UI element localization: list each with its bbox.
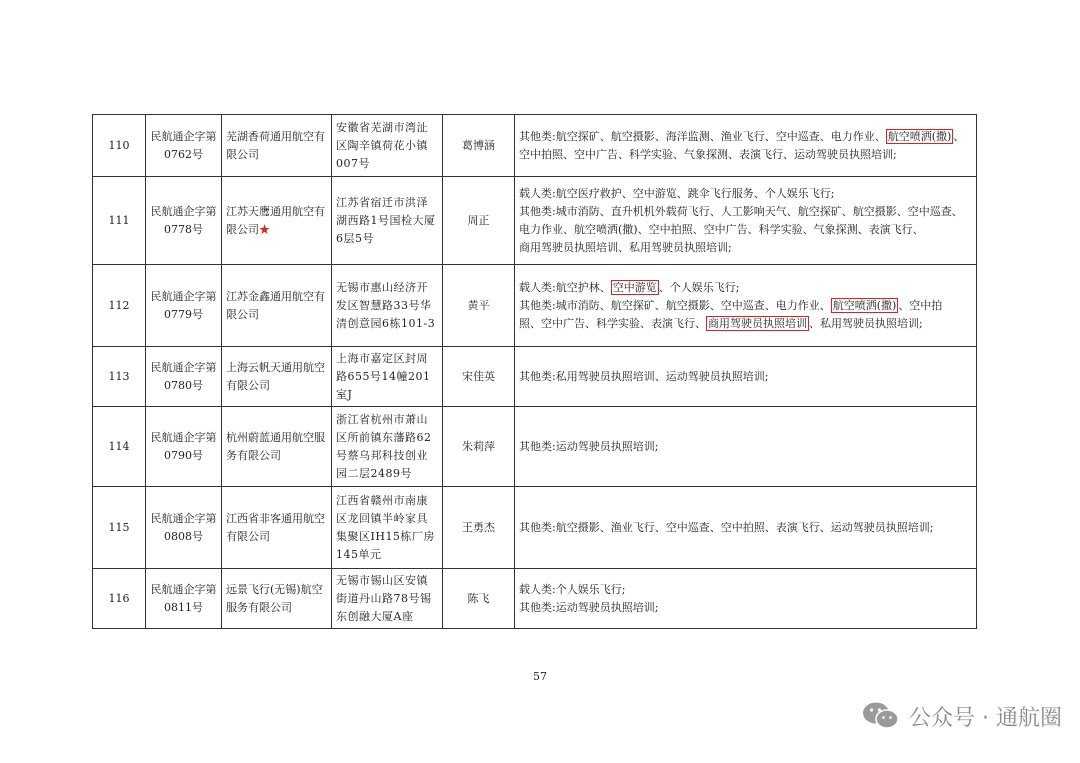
scope-text: 其他类:城市消防、直升机机外载荷飞行、人工影响天气、航空探矿、航空摄影、空中巡查、 — [519, 204, 963, 218]
highlighted-scope-item: 空中游览 — [612, 280, 657, 294]
table-row — [93, 115, 977, 177]
license-number: 民航通企字第0808号 — [146, 487, 222, 569]
table-row — [93, 265, 977, 347]
scope-text: 其他类:城市消防、航空探矿、航空摄影、空中巡查、电力作业、 — [519, 298, 831, 312]
row-number: 111 — [93, 177, 146, 265]
company-name — [222, 347, 332, 407]
legal-representative: 黄平 — [443, 265, 515, 347]
company-address: 无锡市锡山区安镇街道丹山路78号锡东创融大厦A座 — [332, 569, 443, 629]
scope-text: 载人类:个人娱乐飞行; — [519, 582, 626, 596]
company-name-text: 江苏金鑫通用航空有限公司 — [226, 289, 325, 321]
business-scope — [515, 569, 977, 629]
scope-line — [519, 185, 972, 203]
scope-line — [519, 438, 972, 456]
scope-line — [519, 239, 972, 257]
scope-text: 载人类:航空护林、 — [519, 280, 611, 294]
company-name-text: 远景飞行(无锡)航空服务有限公司 — [226, 582, 323, 614]
scope-line — [519, 221, 972, 239]
scope-line — [519, 128, 972, 146]
table-row — [93, 407, 977, 487]
scope-text: 其他类:航空摄影、渔业飞行、空中巡查、空中拍照、表演飞行、运动驾驶员执照培训; — [519, 520, 934, 534]
scope-text: 、空中拍 — [898, 298, 943, 312]
registry-table — [92, 114, 977, 629]
company-address: 安徽省芜湖市湾沚区陶辛镇荷花小镇007号 — [332, 115, 443, 177]
scope-text: 电力作业、航空喷洒(撒)、空中拍照、空中广告、科学实验、气象探测、表演飞行、 — [519, 222, 924, 236]
business-scope — [515, 487, 977, 569]
company-name — [222, 487, 332, 569]
row-number: 114 — [93, 407, 146, 487]
scope-text: 其他类:航空探矿、航空摄影、海洋监测、渔业飞行、空中巡查、电力作业、 — [519, 129, 886, 143]
row-number: 112 — [93, 265, 146, 347]
scope-text: 、 — [953, 129, 965, 143]
scope-line — [519, 315, 972, 333]
scope-text: 空中拍照、空中广告、科学实验、气象探测、表演飞行、运动驾驶员执照培训; — [519, 147, 897, 161]
scope-text: 、私用驾驶员执照培训; — [809, 316, 923, 330]
scope-line — [519, 146, 972, 164]
row-number: 115 — [93, 487, 146, 569]
scope-line — [519, 203, 972, 221]
company-address: 上海市嘉定区封周路655号14幢201室J — [332, 347, 443, 407]
highlighted-scope-item: 航空喷洒(撒) — [832, 298, 897, 312]
scope-text: 照、空中广告、科学实验、表演飞行、 — [519, 316, 706, 330]
table-row — [93, 487, 977, 569]
row-number: 116 — [93, 569, 146, 629]
company-name-text: 杭州蔚蓝通用航空服务有限公司 — [226, 430, 325, 462]
license-number: 民航通企字第0811号 — [146, 569, 222, 629]
scope-text: 、个人娱乐飞行; — [658, 280, 740, 294]
business-scope — [515, 115, 977, 177]
company-name — [222, 177, 332, 265]
wechat-icon — [861, 700, 901, 732]
legal-representative: 陈飞 — [443, 569, 515, 629]
scope-line — [519, 581, 972, 599]
scope-text: 其他类:运动驾驶员执照培训; — [519, 439, 659, 453]
page-number: 57 — [533, 670, 547, 683]
company-name — [222, 115, 332, 177]
company-address: 江西省赣州市南康区龙回镇半岭家具集聚区IH15栋厂房145单元 — [332, 487, 443, 569]
legal-representative: 葛博涵 — [443, 115, 515, 177]
company-name — [222, 265, 332, 347]
company-name-text: 芜湖香荷通用航空有限公司 — [226, 129, 325, 161]
business-scope — [515, 177, 977, 265]
company-address: 无锡市惠山经济开发区智慧路33号华清创意园6栋101-3 — [332, 265, 443, 347]
scope-text: 商用驾驶员执照培训、私用驾驶员执照培训; — [519, 240, 732, 254]
registry-table-body — [93, 115, 977, 629]
star-icon: ★ — [259, 222, 270, 236]
company-name — [222, 569, 332, 629]
legal-representative: 宋佳英 — [443, 347, 515, 407]
row-number: 110 — [93, 115, 146, 177]
company-name-text: 江西省非客通用航空有限公司 — [226, 511, 325, 543]
license-number: 民航通企字第0779号 — [146, 265, 222, 347]
legal-representative: 周正 — [443, 177, 515, 265]
company-name-text: 江苏天鹰通用航空有限公司 — [226, 204, 325, 236]
scope-line — [519, 279, 972, 297]
business-scope — [515, 347, 977, 407]
scope-text: 其他类:运动驾驶员执照培训; — [519, 600, 659, 614]
highlighted-scope-item: 商用驾驶员执照培训 — [708, 316, 807, 330]
legal-representative: 朱莉萍 — [443, 407, 515, 487]
company-address: 浙江省杭州市萧山区所前镇东藩路62号蔡乌邦科技创业园二层2489号 — [332, 407, 443, 487]
watermark — [861, 700, 1062, 732]
license-number: 民航通企字第0790号 — [146, 407, 222, 487]
company-name — [222, 407, 332, 487]
highlighted-scope-item: 航空喷洒(撒) — [887, 129, 952, 143]
scope-line — [519, 368, 972, 386]
license-number: 民航通企字第0778号 — [146, 177, 222, 265]
scope-text: 载人类:航空医疗救护、空中游览、跳伞飞行服务、个人娱乐飞行; — [519, 186, 835, 200]
business-scope — [515, 265, 977, 347]
scope-line — [519, 599, 972, 617]
company-name-text: 上海云帆天通用航空有限公司 — [226, 360, 325, 392]
license-number: 民航通企字第0762号 — [146, 115, 222, 177]
company-address: 江苏省宿迁市洪泽湖西路1号国检大厦6层5号 — [332, 177, 443, 265]
row-number: 113 — [93, 347, 146, 407]
table-row — [93, 569, 977, 629]
scope-line — [519, 297, 972, 315]
business-scope — [515, 407, 977, 487]
legal-representative: 王勇杰 — [443, 487, 515, 569]
scope-line — [519, 519, 972, 537]
scope-text: 其他类:私用驾驶员执照培训、运动驾驶员执照培训; — [519, 369, 769, 383]
table-row — [93, 347, 977, 407]
table-row — [93, 177, 977, 265]
license-number: 民航通企字第0780号 — [146, 347, 222, 407]
watermark-text: 公众号 · 通航圈 — [909, 705, 1062, 731]
